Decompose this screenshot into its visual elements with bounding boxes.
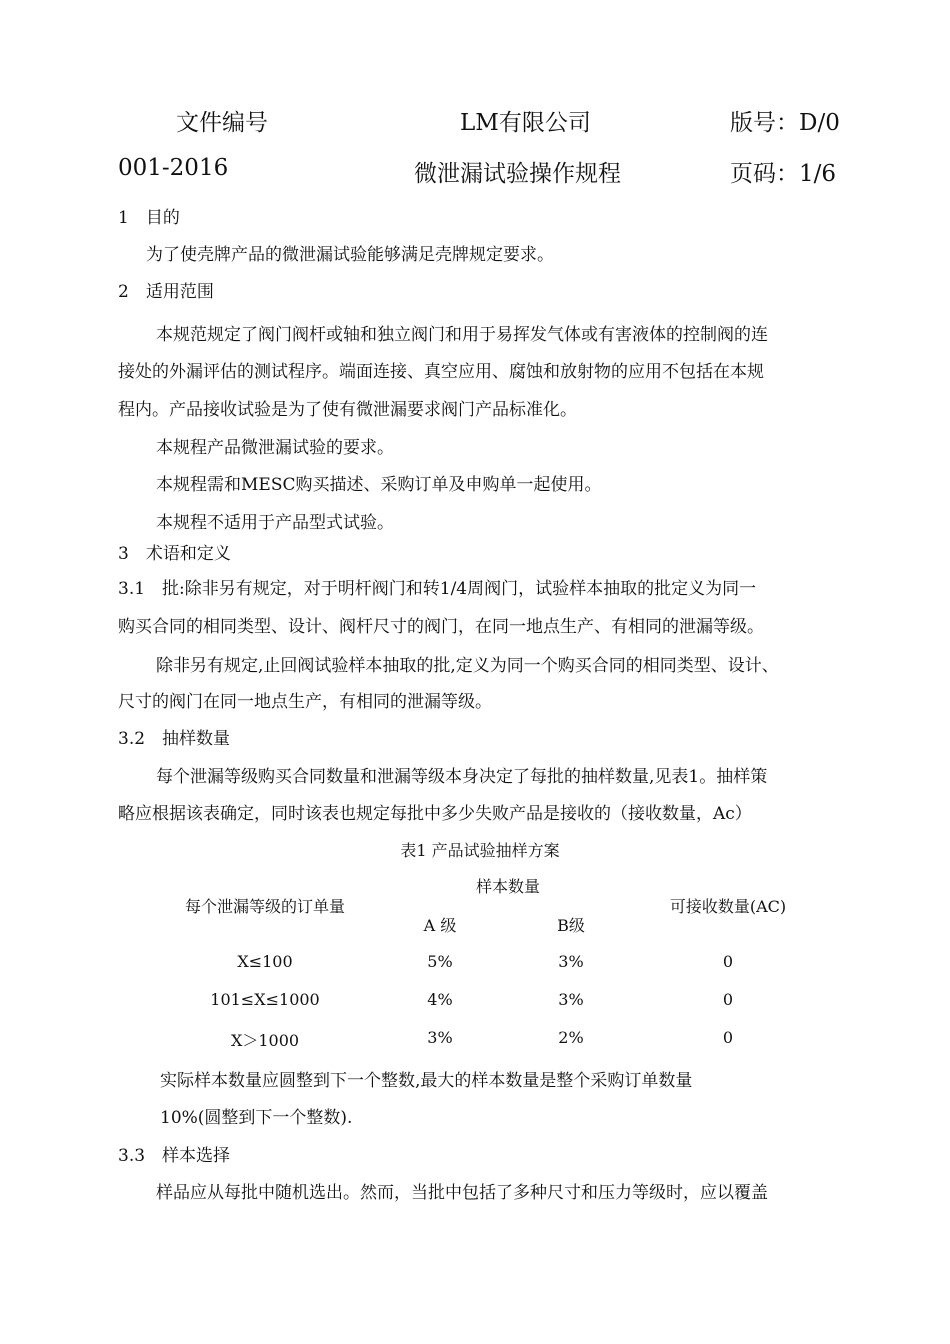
table-cell-order: X＞1000 bbox=[230, 1031, 300, 1050]
section-2-paragraph-4: 本规程不适用于产品型式试验。 bbox=[156, 513, 394, 533]
table-cell-grade-a: 3% bbox=[427, 1028, 453, 1047]
table-header-sample-quantity: 样本数量 bbox=[475, 877, 540, 896]
section-3-heading: 3 术语和定义 bbox=[118, 544, 231, 564]
rounding-note-line-1: 实际样本数量应圆整到下一个整数,最大的样本数量是整个采购订单数量 bbox=[160, 1071, 693, 1091]
section-2-paragraph-1-line-1: 本规范规定了阀门阀杆或轴和独立阀门和用于易挥发气体或有害液体的控制阀的连 bbox=[156, 325, 768, 345]
section-3-1-paragraph-2-line-1: 除非另有规定,止回阀试验样本抽取的批,定义为同一个购买合同的相同类型、设计、 bbox=[156, 656, 779, 676]
section-3-1-line-1: 3.1 批:除非另有规定，对于明杆阀门和转1/4周阀门，试验样本抽取的批定义为同一 bbox=[118, 579, 757, 599]
section-3-2-heading: 3.2 抽样数量 bbox=[118, 729, 231, 749]
section-3-1-paragraph-2-line-2: 尺寸的阀门在同一地点生产，有相同的泄漏等级。 bbox=[118, 692, 492, 712]
section-3-1-line-2: 购买合同的相同类型、设计、阀杆尺寸的阀门，在同一地点生产、有相同的泄漏等级。 bbox=[118, 617, 764, 637]
table-cell-grade-b: 2% bbox=[558, 1028, 584, 1047]
section-1-heading: 1 目的 bbox=[118, 208, 180, 228]
table-header-grade-b: B级 bbox=[557, 916, 585, 935]
section-2-paragraph-3: 本规程需和MESC购买描述、采购订单及申购单一起使用。 bbox=[156, 475, 602, 495]
table-caption: 表1 产品试验抽样方案 bbox=[400, 841, 560, 860]
page-number: 页码：1/6 bbox=[730, 161, 837, 187]
table-header-grade-a: A 级 bbox=[423, 916, 457, 935]
section-3-3-heading: 3.3 样本选择 bbox=[118, 1146, 231, 1166]
version-number: 版号：D/0 bbox=[730, 110, 840, 136]
section-2-paragraph-1-line-3: 程内。产品接收试验是为了使有微泄漏要求阀门产品标准化。 bbox=[118, 400, 577, 420]
table-header-order-quantity: 每个泄漏等级的订单量 bbox=[184, 897, 345, 916]
table-cell-grade-b: 3% bbox=[558, 952, 584, 971]
table-cell-grade-a: 5% bbox=[427, 952, 453, 971]
doc-number-value: 001-2016 bbox=[118, 155, 229, 181]
section-2-paragraph-1-line-2: 接处的外漏评估的测试程序。端面连接、真空应用、腐蚀和放射物的应用不包括在本规 bbox=[118, 362, 764, 382]
section-3-2-line-2: 略应根据该表确定，同时该表也规定每批中多少失败产品是接收的（接收数量，Ac） bbox=[118, 804, 752, 824]
table-cell-ac: 0 bbox=[722, 952, 734, 971]
table-cell-order: X≤100 bbox=[237, 952, 293, 971]
table-cell-order: 101≤X≤1000 bbox=[210, 990, 320, 1009]
rounding-note-line-2: 10%(圆整到下一个整数). bbox=[160, 1108, 353, 1128]
section-3-3-line-1: 样品应从每批中随机选出。然而，当批中包括了多种尺寸和压力等级时，应以覆盖 bbox=[156, 1183, 768, 1203]
document-title: 微泄漏试验操作规程 bbox=[414, 161, 621, 187]
table-cell-grade-a: 4% bbox=[427, 990, 453, 1009]
table-cell-ac: 0 bbox=[722, 1028, 734, 1047]
table-header-acceptable-quantity: 可接收数量(AC) bbox=[669, 897, 787, 916]
section-3-2-line-1: 每个泄漏等级购买合同数量和泄漏等级本身决定了每批的抽样数量,见表1。抽样策 bbox=[156, 767, 768, 787]
doc-number-label: 文件编号 bbox=[176, 110, 268, 136]
section-2-heading: 2 适用范围 bbox=[118, 282, 214, 302]
company-name: LM有限公司 bbox=[460, 110, 591, 136]
section-2-paragraph-2: 本规程产品微泄漏试验的要求。 bbox=[156, 438, 394, 458]
table-cell-grade-b: 3% bbox=[558, 990, 584, 1009]
table-cell-ac: 0 bbox=[722, 990, 734, 1009]
section-1-text: 为了使壳牌产品的微泄漏试验能够满足壳牌规定要求。 bbox=[146, 245, 554, 265]
